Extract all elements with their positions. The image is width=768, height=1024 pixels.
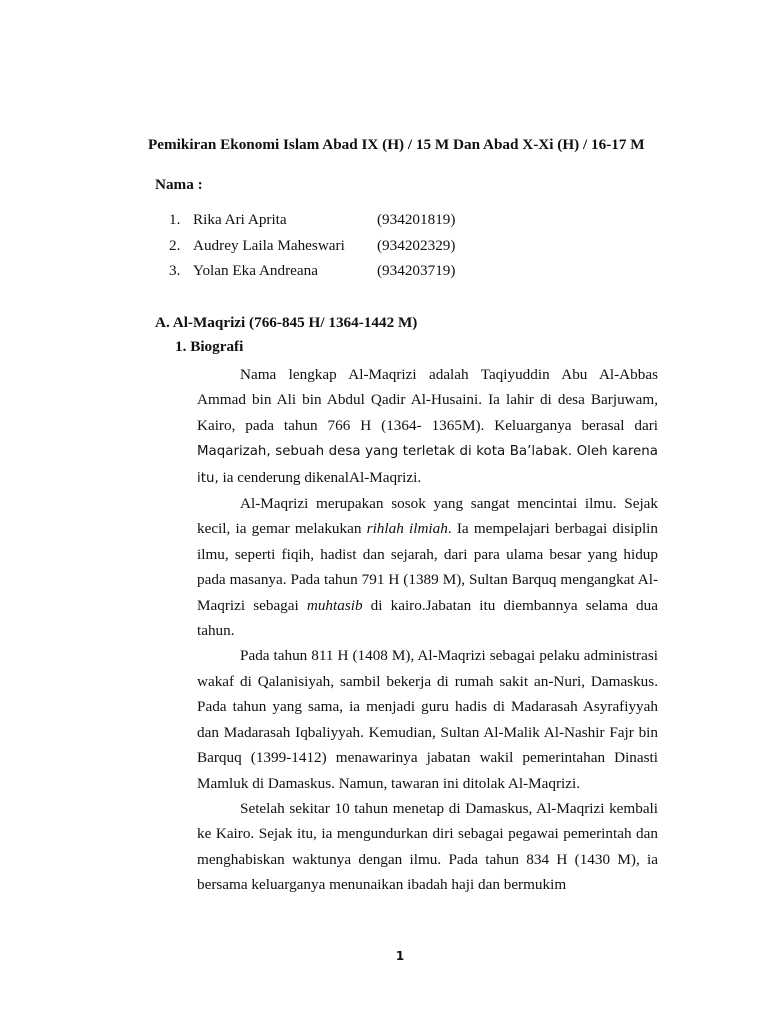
document-title: Pemikiran Ekonomi Islam Abad IX (H) / 15 M Dan Abad X-Xi (H) / 16-17 M: [148, 136, 645, 153]
member-name: Audrey Laila Maheswari: [193, 237, 345, 254]
subsection-heading: 1. Biografi: [175, 338, 244, 355]
member-id: (934201819): [377, 211, 456, 228]
nama-label: Nama :: [155, 176, 203, 193]
member-name: Yolan Eka Andreana: [193, 262, 318, 279]
paragraph-4: Setelah sekitar 10 tahun menetap di Damaskus, Al-Maqrizi kembali ke Kairo. Sejak itu, ia mengundurkan diri sebagai pegawai pemerintah dan menghabiskan waktunya dengan ilmu. Pada tahun 834 H (1430 M), ia bersama keluarganya menunaikan ibadah haji dan bermukim: [197, 799, 658, 894]
member-number: 1.: [169, 211, 181, 228]
member-number: 2.: [169, 237, 181, 254]
paragraph-1-text-a: Nama lengkap Al-Maqrizi adalah Taqiyuddin Abu Al-Abbas Ammad bin Ali bin Abdul Qadir Al-Husaini. Ia lahir di desa Barjuwam, Kairo, pada tahun 766 H (1364- 1365M). Keluarganya berasal dari: [197, 366, 658, 434]
paragraph-2-italic-term: rihlah ilmiah: [366, 520, 448, 538]
body-text: [197, 362, 658, 898]
paragraph-2-text-e: di kairo.Jabatan itu diembannya selama dua tahun.: [197, 596, 658, 640]
paragraph-2-text-a: Al-Maqrizi merupakan sosok yang sangat mencintai ilmu. Sejak kecil, ia gemar melakukan: [197, 495, 658, 538]
paragraph-1-text-c: ia cenderung dikenalAl-Maqrizi.: [218, 468, 422, 486]
member-name: Rika Ari Aprita: [193, 211, 287, 228]
member-id: (934202329): [377, 237, 456, 254]
page-number: 1: [395, 949, 405, 963]
paragraph-2-italic-term: muhtasib: [306, 596, 363, 614]
paragraph-1: [197, 362, 658, 491]
paragraph-3: Pada tahun 811 H (1408 M), Al-Maqrizi sebagai pelaku administrasi wakaf di Qalanisiyah, sambil bekerja di rumah sakit an-Nuri, Damaskus. Pada tahun yang sama, ia menjadi guru hadis di Madarasah Asyrafiyyah dan Madarasah Iqbaliyyah. Kemudian, Sultan Al-Malik Al-Nashir Fajr bin Barquq (1399-1412) menawarinya jabatan wakil pemerintahan Dinasti Mamluk di Damaskus. Namun, tawaran ini ditolak Al-Maqrizi.: [197, 647, 658, 792]
section-heading: A. Al-Maqrizi (766-845 H/ 1364-1442 M): [155, 314, 418, 331]
member-id: (934203719): [377, 262, 456, 279]
paragraph-2: [197, 491, 658, 643]
member-number: 3.: [169, 262, 181, 279]
paragraph-1-text-b: Maqarizah, sebuah desa yang terletak di kota Ba’labak. Oleh karena itu,: [197, 444, 658, 486]
paragraph-2-text-c: . Ia mempelajari berbagai disiplin ilmu, seperti fiqih, hadist dan sejarah, dari para ulama besar yang hidup pada masanya. Pada tahun 791 H (1389 M), Sultan Barquq mengangkat Al-Maqrizi sebagai: [197, 520, 658, 614]
